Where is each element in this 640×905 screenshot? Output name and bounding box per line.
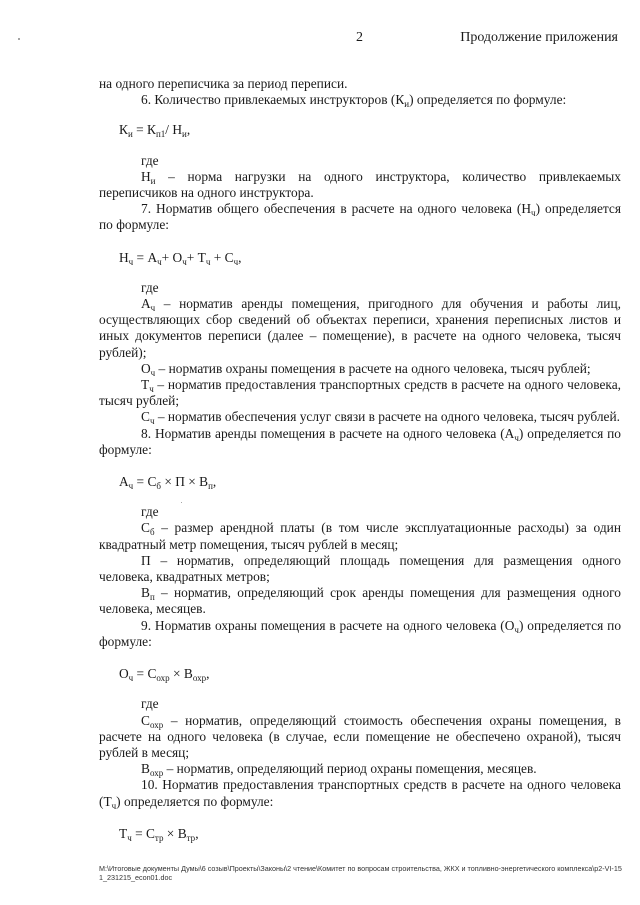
- formula-total-norm: $Н_ч = А_ч+ О_ч+ Т_ч + С_ч$,: [119, 249, 242, 267]
- file-path-footer: M:\Итоговые документы Думы\6 созыв\Проекты\Законы\2 чтение\Комитет по вопросам строительства, ЖКХ и топливно-энергетического комплекса\р2-VI-151_231215_econ01.doc: [99, 864, 622, 882]
- where-label: где: [141, 504, 159, 520]
- clause-8: 8. Норматив аренды помещения в расчете на одного человека $(А_ч)$ определяется по формуле:: [99, 425, 622, 457]
- document-body: [99, 76, 621, 842]
- clause-7: 7. Норматив общего обеспечения в расчете на одного человека $(Н_ч)$ определяется по формуле:: [99, 201, 622, 233]
- running-title: Продолжение приложения: [460, 30, 618, 45]
- clause-9: 9. Норматив охраны помещения в расчете на одного человека $(О_ч)$ определяется по формуле:: [99, 617, 622, 649]
- scan-speck: [181, 502, 182, 503]
- definition-v-p: $В_п$ – норматив, определяющий срок аренды помещения для размещения одного человека, месяцев.: [99, 585, 621, 617]
- definition-s-okhr: $С_{охр}$ – норматив, определяющий стоимость обеспечения охраны помещения, в расчете на одного человека (в случае, если помещение не обеспечено охраной), тысяч рублей в месяц;: [99, 712, 621, 760]
- definition-s-b: $С_б$ – размер арендной платы (в том числе эксплуатационные расходы) за один квадратный метр помещения, тысяч рублей в месяц;: [99, 520, 621, 552]
- where-label: где: [141, 279, 159, 295]
- formula-transport: $Т_ч = С_{тр} \times В_{тр}$,: [119, 825, 199, 843]
- formula-instructors: $К_и = К_{п1}/$ $Н_и$,: [119, 122, 191, 140]
- clause-6: 6. Количество привлекаемых инструкторов $(К_и)$ определяется по формуле:: [141, 92, 567, 110]
- definition-a-ch: $А_ч$ – норматив аренды помещения, пригодного для обучения и работы лиц, осуществляющих сбор сведений об объектах переписи, хранения переписных листов и иных документов переписи (далее – помещение), в расчете на одного человека, тысяч рублей);: [99, 296, 621, 360]
- definition-n-i: $Н_и$ – норма нагрузки на одного инструктора, количество привлекаемых переписчиков на одного инструктора.: [99, 168, 621, 201]
- definition-s-ch: $С_ч$ – норматив обеспечения услуг связи в расчете на одного человека, тысяч рублей.: [141, 409, 620, 427]
- formula-rent: $А_ч = С_б \times П \times В_п$,: [119, 474, 217, 492]
- definition-t-ch: $Т_ч$ – норматив предоставления транспортных средств в расчете на одного человека, тысяч рублей;: [99, 377, 621, 409]
- clause-10: 10. Норматив предоставления транспортных средств в расчете на одного человека $(Т_ч)$ определяется по формуле:: [99, 777, 621, 811]
- scan-speck: [18, 38, 20, 40]
- page-header: [0, 30, 640, 50]
- page-number: 2: [356, 30, 363, 45]
- where-label: где: [141, 696, 159, 712]
- definition-v-okhr: $В_{охр}$ – норматив, определяющий период охраны помещения, месяцев.: [141, 761, 537, 779]
- definition-o-ch: $О_ч$ – норматив охраны помещения в расчете на одного человека, тысяч рублей;: [141, 360, 591, 378]
- formula-security: $О_ч = С_{охр} \times В_{охр}$,: [119, 666, 210, 684]
- definition-p: П – норматив, определяющий площадь помещения для размещения одного человека, квадратных метров;: [99, 552, 621, 585]
- continuation-line: на одного переписчика за период переписи.: [99, 76, 348, 91]
- where-label: где: [141, 152, 159, 168]
